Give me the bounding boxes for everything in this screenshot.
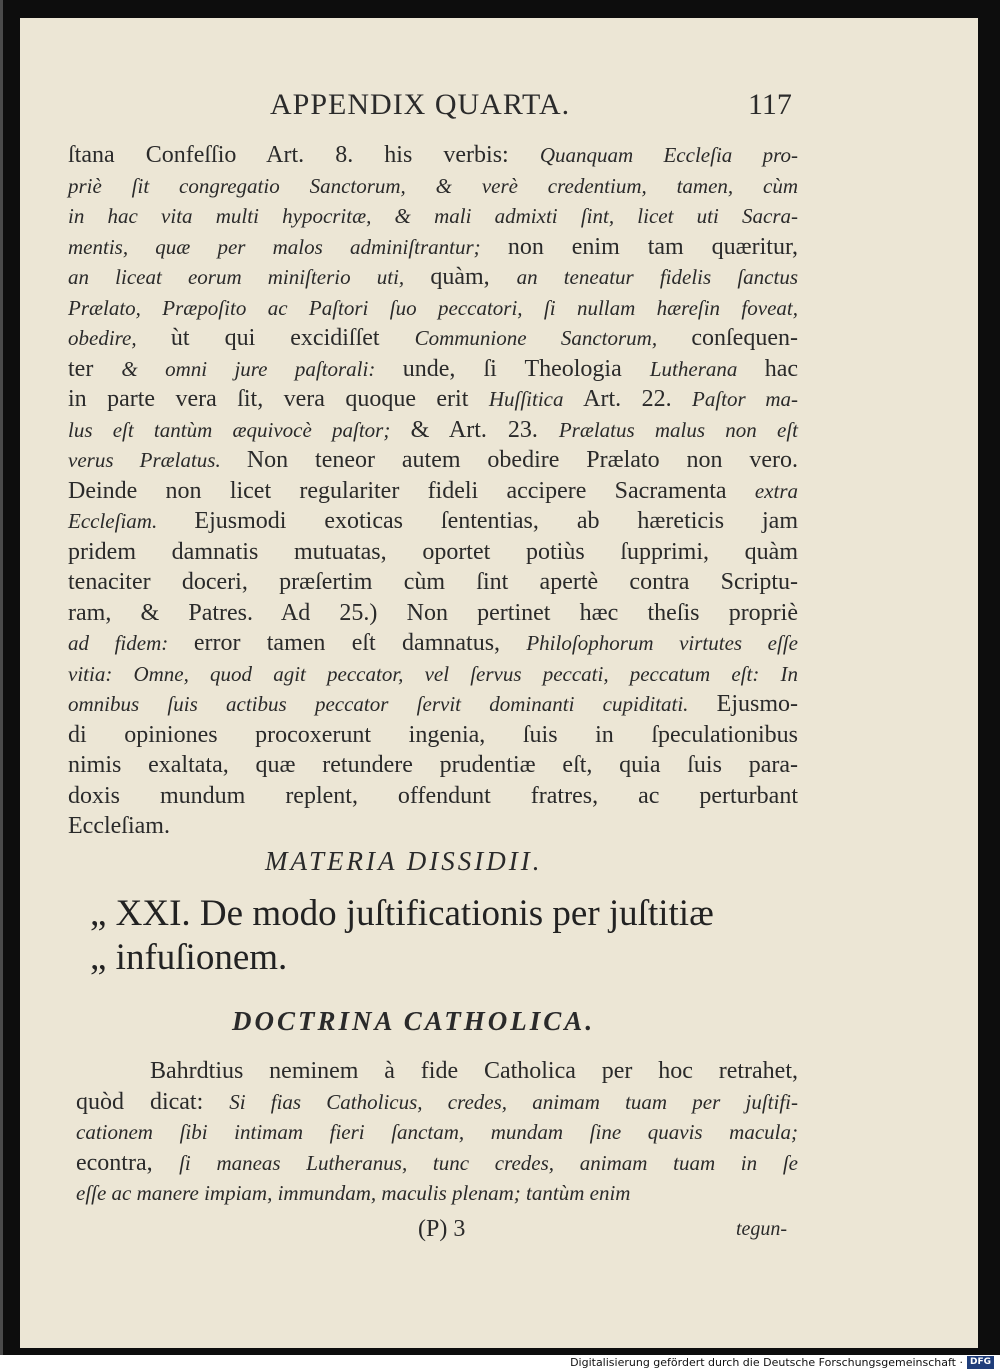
page-number: 117 [748, 88, 792, 121]
running-title: APPENDIX QUARTA. [270, 88, 571, 121]
credit-text: Digitalisierung gefördert durch die Deutsche Forschungsgemeinschaft · [570, 1356, 963, 1369]
text-line [68, 445, 798, 476]
text-segment: hac [764, 355, 799, 382]
heading-materia-dissidii: MATERIA DISSIDII. [265, 846, 543, 876]
text-segment: quàm, [430, 264, 517, 290]
text-segment: Paſtor ma- [692, 387, 798, 411]
text-segment: pridem damnatis mutuatas, oportet potiùs ſupprimi, quàm [68, 538, 798, 565]
text-line [68, 201, 798, 232]
text-line [68, 262, 798, 293]
text-line [68, 506, 798, 537]
text-segment: an teneatur fidelis ſanctus [516, 265, 798, 289]
text-segment: & Art. 23. [410, 416, 559, 443]
text-segment: Philoſophorum virtutes eſſe [526, 631, 798, 655]
text-line [68, 720, 798, 751]
text-segment: lus eſt tantùm æquivocè paſtor; [68, 417, 411, 442]
signature-mark: (P) 3 [418, 1216, 466, 1242]
book-page [20, 18, 978, 1348]
text-segment: Deinde non licet regulariter fideli accipere Sacramenta [68, 477, 755, 504]
text-segment: error tamen eſt damnatus, [193, 630, 527, 656]
text-segment: quòd dicat: [76, 1088, 230, 1115]
text-line [68, 476, 798, 507]
thesis-line-2: „ infuſionem. [90, 937, 288, 978]
text-segment: ter [68, 355, 122, 382]
text-segment: extra [754, 478, 798, 503]
text-line [76, 1148, 798, 1179]
text-segment: Eccleſiam. [68, 813, 170, 839]
text-segment: nimis exaltata, quæ retundere prudentiæ eſt, quia ſuis para- [68, 752, 798, 778]
text-segment: Lutherana [649, 356, 765, 381]
text-segment: an liceat eorum miniſterio uti, [68, 265, 431, 289]
text-line [68, 567, 798, 598]
text-line [68, 659, 798, 690]
text-segment: Prælato, Præpoſito ac Paſtori ſuo peccatori, ſi nullam hæreſin foveat, [68, 295, 798, 320]
text-line [68, 232, 798, 263]
thesis-heading [90, 892, 850, 980]
text-segment: obedire, [68, 326, 171, 350]
text-segment: unde, ſi Theologia [402, 355, 650, 382]
text-line [68, 689, 798, 720]
text-line [68, 537, 798, 568]
text-segment: Prælatus malus non eſt [558, 417, 798, 442]
text-segment: ſi maneas Lutheranus, tunc credes, animam tuam in ſe [179, 1150, 798, 1175]
text-segment: in parte vera ſit, vera quoque erit [68, 386, 489, 412]
text-segment: Communione Sanctorum, [414, 326, 692, 350]
text-line [76, 1056, 798, 1087]
scan-edge [0, 0, 3, 1355]
text-segment: non enim tam quæritur, [507, 233, 798, 260]
text-line [68, 750, 798, 781]
digitization-credit [570, 1356, 994, 1369]
text-segment: Si fias Catholicus, credes, animam tuam per juſtifi- [229, 1089, 798, 1114]
text-segment: Bahrdtius neminem à fide Catholica per hoc retrahet, [150, 1058, 798, 1084]
dfg-logo-icon: DFG [967, 1356, 994, 1369]
text-segment: doxis mundum replent, offendunt fratres, ac perturbant [68, 782, 798, 809]
text-segment: econtra, [76, 1149, 180, 1176]
text-segment: Eccleſiam. [68, 509, 195, 533]
text-line [76, 1178, 798, 1209]
text-line [68, 628, 798, 659]
text-segment: ram, & Patres. Ad 25.) Non pertinet hæc theſis propriè [68, 599, 798, 626]
paragraph-1 [68, 140, 798, 842]
heading-doctrina-catholica: DOCTRINA CATHOLICA. [232, 1006, 596, 1036]
text-segment: Non teneor autem obedire Prælato non vero. [246, 447, 798, 473]
text-line [68, 415, 798, 446]
text-segment: conſequen- [691, 325, 798, 351]
text-line [68, 811, 798, 842]
text-line [76, 1117, 798, 1148]
text-segment: Art. 22. [583, 386, 692, 412]
text-line [68, 781, 798, 812]
catchword: tegun- [736, 1218, 788, 1240]
text-line [76, 1087, 798, 1118]
text-segment: tenaciter doceri, præſertim cùm ſint apertè contra Scriptu- [68, 569, 798, 595]
text-segment: ad fidem: [68, 631, 194, 655]
text-segment: ſtana Confeſſio Art. 8. his verbis: [68, 142, 540, 168]
text-segment: mentis, quæ per malos adminiſtrantur; [68, 234, 508, 259]
text-line [68, 140, 798, 171]
text-segment: priè ſit congregatio Sanctorum, & verè credentium, tamen, cùm [68, 173, 798, 198]
text-segment: ùt qui excidiſſet [170, 325, 415, 351]
text-line [68, 598, 798, 629]
text-line [68, 354, 798, 385]
text-segment: di opiniones procoxerunt ingenia, ſuis in ſpeculationibus [68, 721, 798, 748]
text-segment: & omni jure paſtorali: [121, 356, 403, 381]
text-line [68, 323, 798, 354]
paragraph-2 [76, 1056, 798, 1209]
text-segment: verus Prælatus. [68, 448, 247, 472]
text-segment: cationem ſibi intimam fieri ſanctam, mundam ſine quavis macula; [76, 1120, 798, 1144]
text-segment: Quanquam Eccleſia pro- [539, 143, 798, 167]
text-line [68, 384, 798, 415]
text-segment: Ejusmodi exoticas ſententias, ab hæreticis jam [194, 508, 798, 534]
text-segment: in hac vita multi hypocritæ, & mali admixti ſint, licet uti Sacra- [68, 204, 798, 228]
text-segment: Huſſitica [488, 387, 584, 411]
text-line [68, 171, 798, 202]
text-segment: omnibus ſuis actibus peccator ſervit dominanti cupiditati. [68, 692, 717, 716]
text-segment: eſſe ac manere impiam, immundam, maculis plenam; tantùm enim [76, 1181, 631, 1205]
thesis-line-1: „ XXI. De modo juſtificationis per juſtitiæ [90, 893, 714, 934]
text-segment: Ejusmo- [716, 691, 798, 717]
text-segment: vitia: Omne, quod agit peccator, vel ſervus peccati, peccatum eſt: In [68, 661, 798, 686]
text-line [68, 293, 798, 324]
